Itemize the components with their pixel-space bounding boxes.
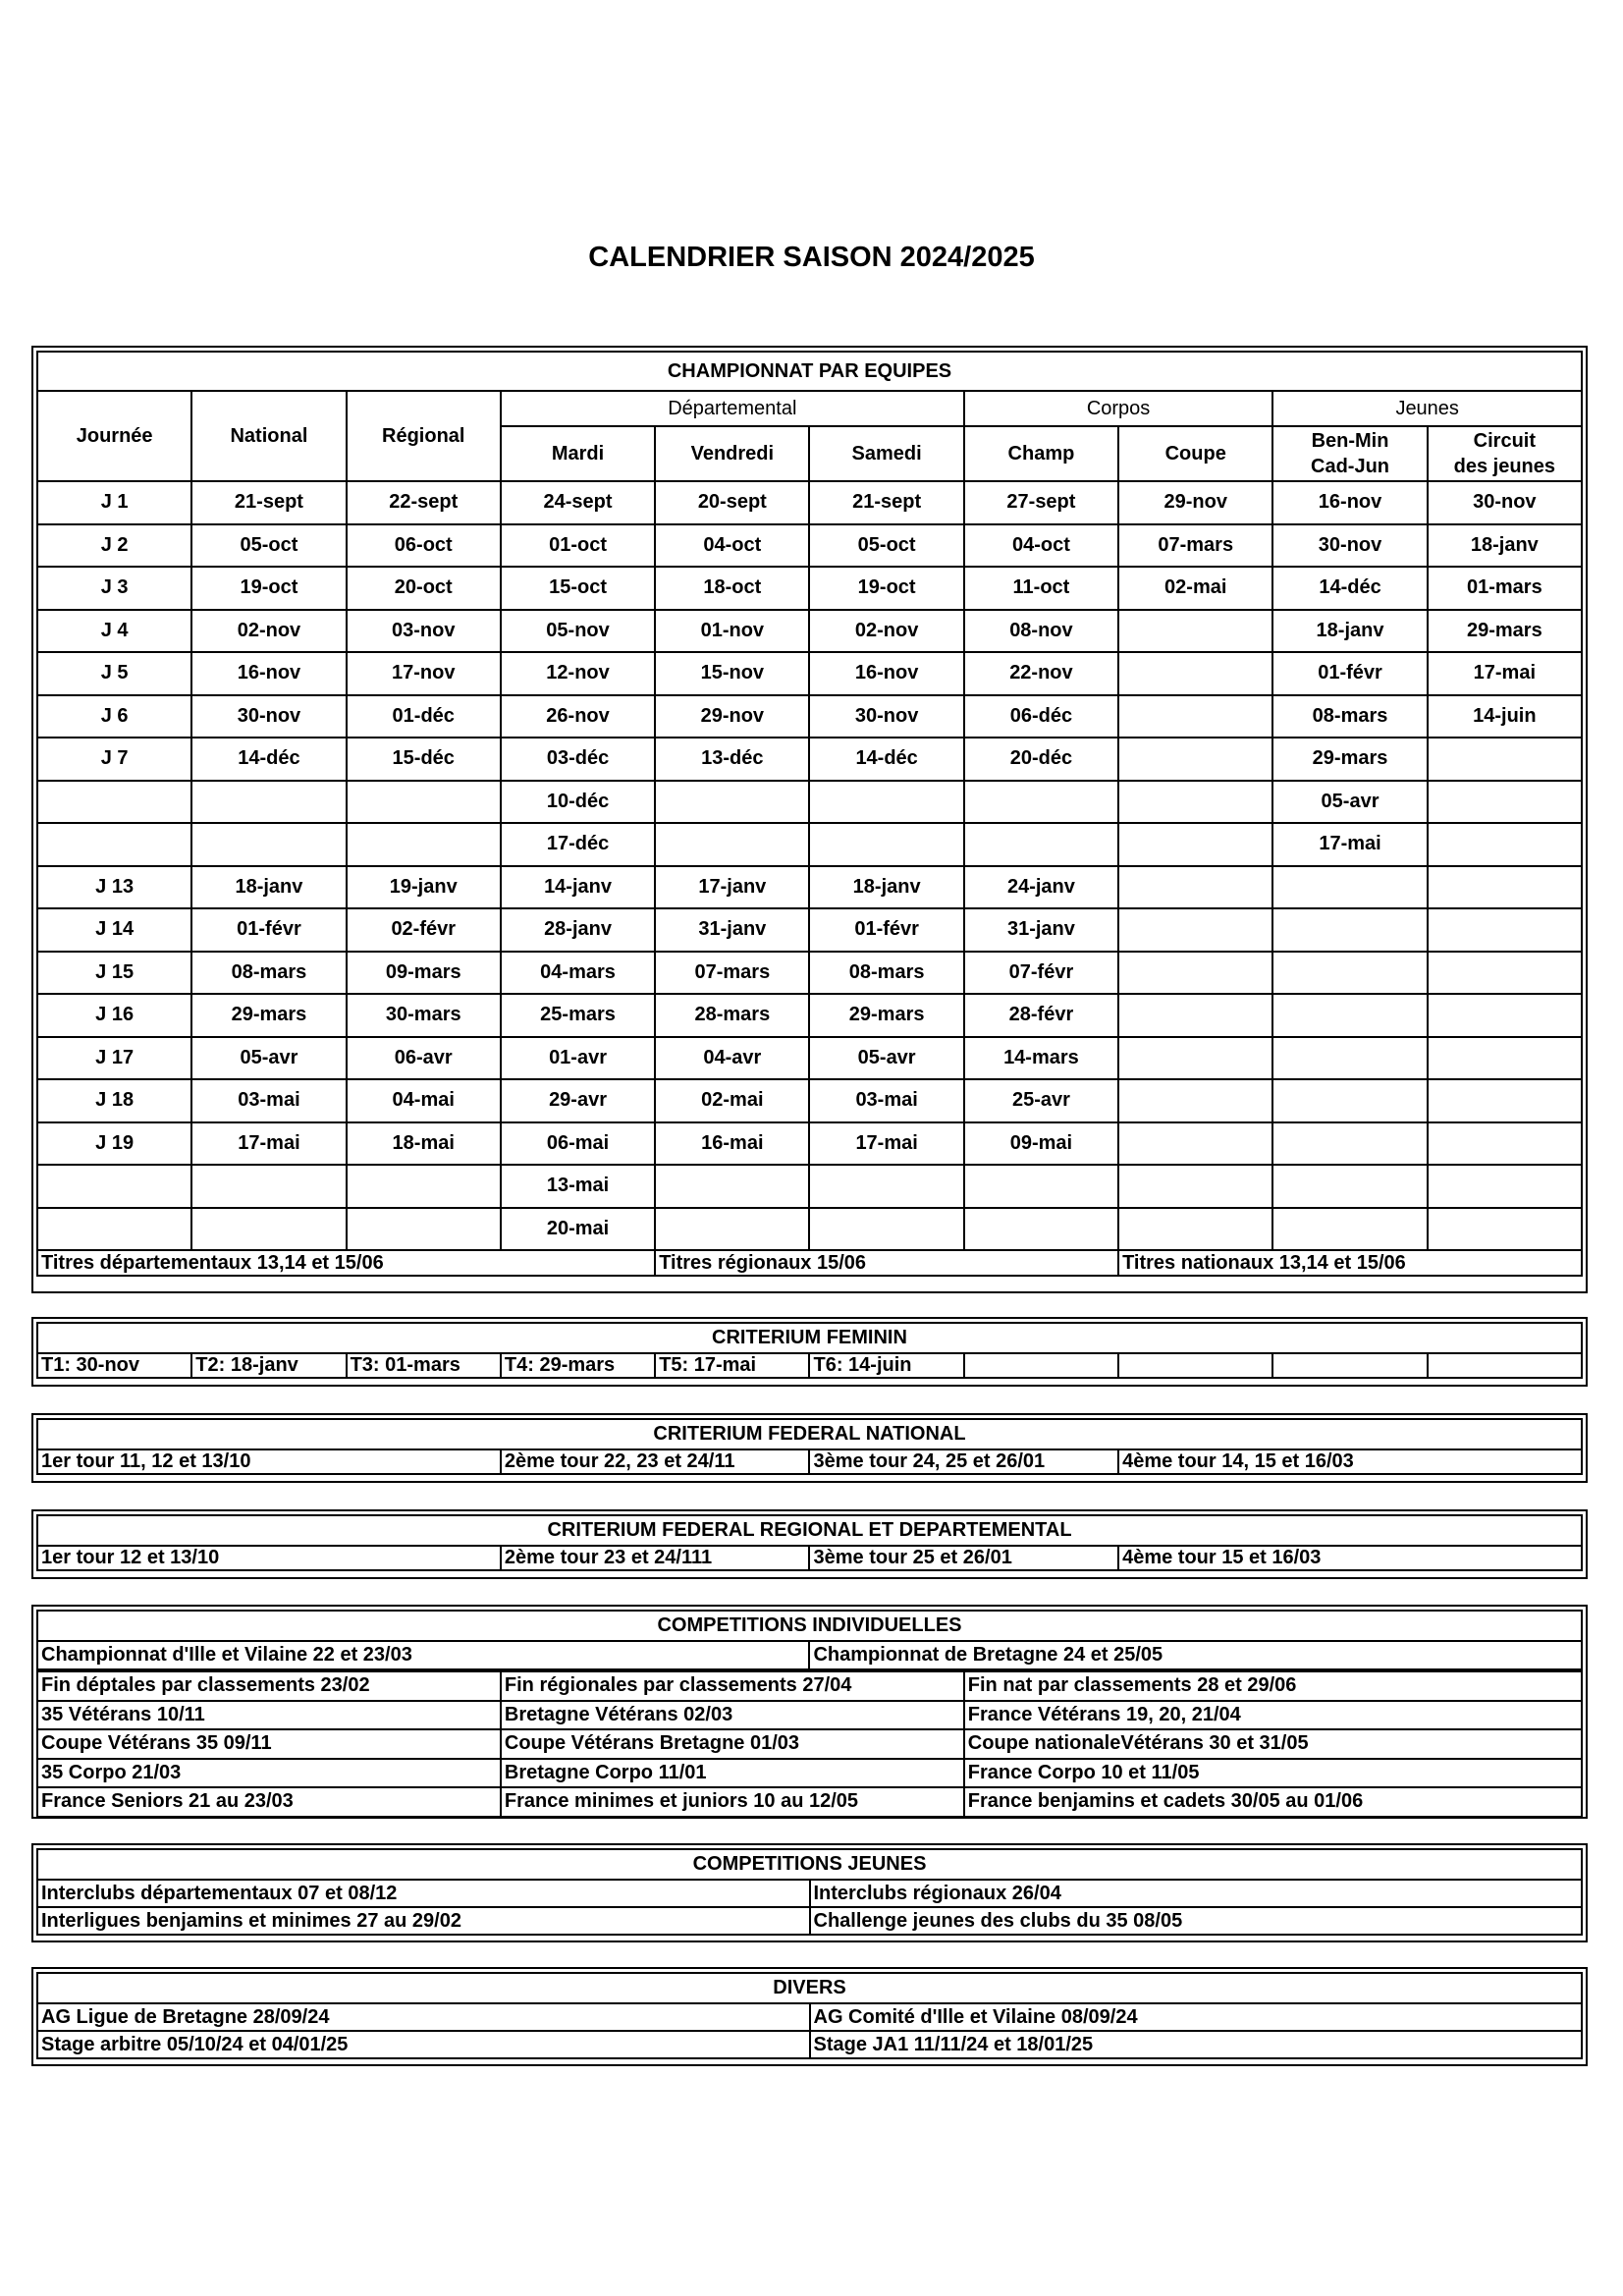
date-cell: 18-janv <box>1272 610 1427 653</box>
date-cell <box>1118 1165 1272 1208</box>
championnat-row <box>37 652 1582 695</box>
date-cell: 17-janv <box>655 866 809 909</box>
championnat-rows <box>37 481 1582 1250</box>
date-cell <box>1272 1122 1427 1166</box>
championnat-row <box>37 994 1582 1037</box>
date-cell: 01-févr <box>191 908 346 952</box>
date-cell: 30-nov <box>809 695 963 738</box>
cfrd-tour-1: 1er tour 12 et 13/10 <box>37 1546 501 1570</box>
date-cell: 29-mars <box>1272 738 1427 781</box>
header-vendredi: Vendredi <box>655 426 809 481</box>
date-cell: 30-mars <box>347 994 501 1037</box>
header-regional: Régional <box>347 391 501 481</box>
date-cell: 02-févr <box>347 908 501 952</box>
header-samedi: Samedi <box>809 426 963 481</box>
date-cell: 01-nov <box>655 610 809 653</box>
date-cell <box>347 1165 501 1208</box>
date-cell: 05-oct <box>809 524 963 568</box>
divers-cell: Stage JA1 11/11/24 et 18/01/25 <box>810 2031 1583 2058</box>
individuelles-rows <box>37 1671 1582 1817</box>
date-cell: 04-avr <box>655 1037 809 1080</box>
jeunes-cell: Interclubs départementaux 07 et 08/12 <box>37 1880 810 1907</box>
date-cell <box>1428 1122 1582 1166</box>
date-cell <box>1272 866 1427 909</box>
date-cell: 05-avr <box>809 1037 963 1080</box>
individuelles-cell: Fin régionales par classements 27/04 <box>501 1671 964 1701</box>
date-cell: 04-oct <box>964 524 1118 568</box>
individuelles-cell: Fin déptales par classements 23/02 <box>37 1671 501 1701</box>
individuelles-cell: Coupe Vétérans Bretagne 01/03 <box>501 1729 964 1759</box>
date-cell <box>1118 738 1272 781</box>
date-cell <box>1118 610 1272 653</box>
criterium-feminin-cell: T3: 01-mars <box>347 1353 501 1378</box>
date-cell: 06-oct <box>347 524 501 568</box>
journee-cell: J 17 <box>37 1037 191 1080</box>
date-cell: 20-oct <box>347 567 501 610</box>
journee-cell: J 2 <box>37 524 191 568</box>
date-cell: 19-oct <box>809 567 963 610</box>
header-champ: Champ <box>964 426 1118 481</box>
date-cell: 03-mai <box>191 1079 346 1122</box>
date-cell: 08-mars <box>809 952 963 995</box>
date-cell: 18-mai <box>347 1122 501 1166</box>
date-cell <box>1118 1122 1272 1166</box>
individuelles-title: COMPETITIONS INDIVIDUELLES <box>37 1611 1582 1641</box>
journee-cell <box>37 1208 191 1251</box>
footer-titres-regionaux: Titres régionaux 15/06 <box>655 1250 1118 1276</box>
journee-cell: J 7 <box>37 738 191 781</box>
date-cell: 27-sept <box>964 481 1118 524</box>
jeunes-title: COMPETITIONS JEUNES <box>37 1849 1582 1880</box>
date-cell <box>1428 781 1582 824</box>
championnat-section <box>31 346 1588 1293</box>
journee-cell: J 3 <box>37 567 191 610</box>
date-cell: 04-mai <box>347 1079 501 1122</box>
header-journee: Journée <box>37 391 191 481</box>
individuelles-cell: Coupe Vétérans 35 09/11 <box>37 1729 501 1759</box>
date-cell <box>809 781 963 824</box>
championnat-row <box>37 567 1582 610</box>
cfn-tour-1: 1er tour 11, 12 et 13/10 <box>37 1449 501 1474</box>
individuelles-row <box>37 1671 1582 1701</box>
date-cell: 26-nov <box>501 695 655 738</box>
date-cell: 17-nov <box>347 652 501 695</box>
journee-cell: J 13 <box>37 866 191 909</box>
date-cell: 03-déc <box>501 738 655 781</box>
individuelles-cell: 35 Vétérans 10/11 <box>37 1701 501 1730</box>
date-cell: 20-sept <box>655 481 809 524</box>
cfn-title: CRITERIUM FEDERAL NATIONAL <box>37 1419 1582 1449</box>
header-circuit: Circuit <box>1473 430 1536 452</box>
header-jeunes: Jeunes <box>1272 391 1582 426</box>
date-cell: 09-mars <box>347 952 501 995</box>
jeunes-cell: Interligues benjamins et minimes 27 au 29/02 <box>37 1907 810 1935</box>
individuelles-cell: France Corpo 10 et 11/05 <box>964 1759 1582 1788</box>
date-cell <box>1428 738 1582 781</box>
criterium-feminin-title: CRITERIUM FEMININ <box>37 1323 1582 1353</box>
journee-cell: J 5 <box>37 652 191 695</box>
cfrd-tour-3: 3ème tour 25 et 26/01 <box>809 1546 1118 1570</box>
date-cell: 02-nov <box>809 610 963 653</box>
date-cell: 29-avr <box>501 1079 655 1122</box>
date-cell: 10-déc <box>501 781 655 824</box>
date-cell: 05-avr <box>191 1037 346 1080</box>
journee-cell: J 19 <box>37 1122 191 1166</box>
date-cell: 05-oct <box>191 524 346 568</box>
date-cell <box>1272 1079 1427 1122</box>
date-cell: 29-mars <box>1428 610 1582 653</box>
date-cell <box>1428 908 1582 952</box>
date-cell <box>191 1165 346 1208</box>
date-cell: 08-mars <box>191 952 346 995</box>
date-cell: 11-oct <box>964 567 1118 610</box>
date-cell <box>1272 1208 1427 1251</box>
date-cell: 24-sept <box>501 481 655 524</box>
date-cell: 18-oct <box>655 567 809 610</box>
individuelles-cell: Championnat de Bretagne 24 et 25/05 <box>809 1641 1582 1669</box>
championnat-row <box>37 1079 1582 1122</box>
individuelles-cell: France benjamins et cadets 30/05 au 01/06 <box>964 1787 1582 1817</box>
cfrd-title: CRITERIUM FEDERAL REGIONAL ET DEPARTEMENTAL <box>37 1515 1582 1546</box>
date-cell: 30-nov <box>1272 524 1427 568</box>
date-cell: 12-nov <box>501 652 655 695</box>
journee-cell: J 16 <box>37 994 191 1037</box>
date-cell: 02-mai <box>1118 567 1272 610</box>
date-cell <box>964 1165 1118 1208</box>
individuelles-cell: 35 Corpo 21/03 <box>37 1759 501 1788</box>
journee-cell <box>37 823 191 866</box>
journee-cell: J 6 <box>37 695 191 738</box>
cfn-tour-2: 2ème tour 22, 23 et 24/11 <box>501 1449 810 1474</box>
criterium-feminin-section <box>31 1317 1588 1387</box>
date-cell: 06-mai <box>501 1122 655 1166</box>
header-corpos: Corpos <box>964 391 1273 426</box>
date-cell: 01-mars <box>1428 567 1582 610</box>
individuelles-cell: France minimes et juniors 10 au 12/05 <box>501 1787 964 1817</box>
championnat-footer <box>37 1250 1582 1276</box>
date-cell: 31-janv <box>655 908 809 952</box>
date-cell: 30-nov <box>191 695 346 738</box>
championnat-row <box>37 738 1582 781</box>
date-cell <box>1428 823 1582 866</box>
individuelles-cell: Bretagne Corpo 11/01 <box>501 1759 964 1788</box>
date-cell: 29-nov <box>1118 481 1272 524</box>
individuelles-row <box>37 1759 1582 1788</box>
criterium-feminin-cell: T5: 17-mai <box>655 1353 809 1378</box>
date-cell <box>809 1208 963 1251</box>
date-cell: 24-janv <box>964 866 1118 909</box>
date-cell: 21-sept <box>191 481 346 524</box>
date-cell: 14-déc <box>809 738 963 781</box>
header-ben-min: Ben-Min <box>1311 430 1389 452</box>
date-cell: 15-déc <box>347 738 501 781</box>
date-cell: 01-févr <box>1272 652 1427 695</box>
date-cell: 07-févr <box>964 952 1118 995</box>
date-cell <box>655 1165 809 1208</box>
date-cell <box>1118 866 1272 909</box>
date-cell: 17-déc <box>501 823 655 866</box>
date-cell: 17-mai <box>1428 652 1582 695</box>
date-cell: 18-janv <box>191 866 346 909</box>
date-cell: 14-juin <box>1428 695 1582 738</box>
date-cell <box>191 781 346 824</box>
date-cell <box>964 823 1118 866</box>
date-cell <box>1118 1079 1272 1122</box>
individuelles-section <box>31 1605 1588 1819</box>
divers-section <box>31 1967 1588 2066</box>
date-cell: 14-déc <box>191 738 346 781</box>
individuelles-cell: Championnat d'Ille et Vilaine 22 et 23/03 <box>37 1641 809 1669</box>
date-cell: 17-mai <box>191 1122 346 1166</box>
journee-cell: J 14 <box>37 908 191 952</box>
date-cell <box>1118 652 1272 695</box>
criterium-feminin-cell <box>964 1353 1118 1378</box>
championnat-row <box>37 866 1582 909</box>
date-cell: 15-oct <box>501 567 655 610</box>
date-cell <box>655 781 809 824</box>
date-cell: 13-déc <box>655 738 809 781</box>
date-cell <box>1428 952 1582 995</box>
date-cell <box>1428 1165 1582 1208</box>
date-cell: 06-déc <box>964 695 1118 738</box>
divers-cell: AG Comité d'Ille et Vilaine 08/09/24 <box>810 2003 1583 2031</box>
date-cell <box>347 781 501 824</box>
date-cell: 16-mai <box>655 1122 809 1166</box>
header-cad-jun: Cad-Jun <box>1311 456 1390 477</box>
date-cell: 07-mars <box>1118 524 1272 568</box>
date-cell: 19-oct <box>191 567 346 610</box>
footer-titres-departementaux: Titres départementaux 13,14 et 15/06 <box>37 1250 655 1276</box>
date-cell: 19-janv <box>347 866 501 909</box>
journee-cell <box>37 781 191 824</box>
championnat-row <box>37 1208 1582 1251</box>
championnat-row <box>37 952 1582 995</box>
date-cell: 01-févr <box>809 908 963 952</box>
date-cell: 08-mars <box>1272 695 1427 738</box>
date-cell <box>1272 994 1427 1037</box>
cfn-tour-3: 3ème tour 24, 25 et 26/01 <box>809 1449 1118 1474</box>
header-mardi: Mardi <box>501 426 655 481</box>
journee-cell: J 1 <box>37 481 191 524</box>
date-cell <box>1118 695 1272 738</box>
date-cell: 09-mai <box>964 1122 1118 1166</box>
cfrd-section <box>31 1509 1588 1579</box>
individuelles-cell: Fin nat par classements 28 et 29/06 <box>964 1671 1582 1701</box>
header-national: National <box>191 391 346 481</box>
header-ben-min-cad-jun <box>1272 426 1427 481</box>
date-cell <box>1272 1037 1427 1080</box>
page-title: CALENDRIER SAISON 2024/2025 <box>588 242 1035 273</box>
date-cell: 21-sept <box>809 481 963 524</box>
date-cell <box>1428 1079 1582 1122</box>
date-cell: 13-mai <box>501 1165 655 1208</box>
date-cell <box>1272 1165 1427 1208</box>
date-cell <box>1118 994 1272 1037</box>
date-cell: 28-janv <box>501 908 655 952</box>
date-cell: 22-sept <box>347 481 501 524</box>
championnat-row <box>37 781 1582 824</box>
championnat-row <box>37 1037 1582 1080</box>
date-cell <box>1428 866 1582 909</box>
date-cell: 05-avr <box>1272 781 1427 824</box>
date-cell: 01-oct <box>501 524 655 568</box>
date-cell: 16-nov <box>1272 481 1427 524</box>
header-departemental: Départemental <box>501 391 964 426</box>
journee-cell: J 15 <box>37 952 191 995</box>
date-cell <box>1118 1208 1272 1251</box>
date-cell: 28-févr <box>964 994 1118 1037</box>
date-cell <box>964 1208 1118 1251</box>
journee-cell: J 4 <box>37 610 191 653</box>
date-cell: 07-mars <box>655 952 809 995</box>
journee-cell <box>37 1165 191 1208</box>
jeunes-section <box>31 1843 1588 1942</box>
divers-title: DIVERS <box>37 1973 1582 2003</box>
date-cell <box>1118 781 1272 824</box>
date-cell <box>809 823 963 866</box>
date-cell <box>809 1165 963 1208</box>
championnat-row <box>37 524 1582 568</box>
championnat-title: CHAMPIONNAT PAR EQUIPES <box>37 352 1582 391</box>
individuelles-cell: France Vétérans 19, 20, 21/04 <box>964 1701 1582 1730</box>
criterium-feminin-cell: T1: 30-nov <box>37 1353 191 1378</box>
date-cell: 06-avr <box>347 1037 501 1080</box>
date-cell <box>347 1208 501 1251</box>
header-coupe: Coupe <box>1118 426 1272 481</box>
date-cell: 25-mars <box>501 994 655 1037</box>
date-cell <box>1118 1037 1272 1080</box>
championnat-row <box>37 1165 1582 1208</box>
date-cell: 22-nov <box>964 652 1118 695</box>
date-cell <box>1272 908 1427 952</box>
date-cell: 16-nov <box>809 652 963 695</box>
divers-cell: AG Ligue de Bretagne 28/09/24 <box>37 2003 810 2031</box>
criterium-feminin-cell <box>1428 1353 1582 1378</box>
championnat-row <box>37 823 1582 866</box>
championnat-row <box>37 481 1582 524</box>
date-cell: 05-nov <box>501 610 655 653</box>
date-cell: 18-janv <box>809 866 963 909</box>
date-cell: 15-nov <box>655 652 809 695</box>
date-cell: 01-déc <box>347 695 501 738</box>
individuelles-cell: Bretagne Vétérans 02/03 <box>501 1701 964 1730</box>
date-cell: 20-mai <box>501 1208 655 1251</box>
date-cell <box>655 823 809 866</box>
jeunes-cell: Interclubs régionaux 26/04 <box>810 1880 1583 1907</box>
date-cell: 17-mai <box>1272 823 1427 866</box>
date-cell: 29-nov <box>655 695 809 738</box>
date-cell: 20-déc <box>964 738 1118 781</box>
date-cell: 29-mars <box>809 994 963 1037</box>
date-cell: 29-mars <box>191 994 346 1037</box>
date-cell <box>1428 1037 1582 1080</box>
criterium-feminin-cell <box>1272 1353 1427 1378</box>
individuelles-row <box>37 1787 1582 1817</box>
championnat-row <box>37 908 1582 952</box>
individuelles-row <box>37 1729 1582 1759</box>
date-cell <box>964 781 1118 824</box>
date-cell: 03-mai <box>809 1079 963 1122</box>
criterium-feminin-cell: T2: 18-janv <box>191 1353 346 1378</box>
date-cell: 31-janv <box>964 908 1118 952</box>
jeunes-cell: Challenge jeunes des clubs du 35 08/05 <box>810 1907 1583 1935</box>
individuelles-cell: Coupe nationaleVétérans 30 et 31/05 <box>964 1729 1582 1759</box>
criterium-feminin-cell: T6: 14-juin <box>809 1353 963 1378</box>
date-cell <box>1428 1208 1582 1251</box>
date-cell: 08-nov <box>964 610 1118 653</box>
individuelles-row <box>37 1701 1582 1730</box>
date-cell <box>347 823 501 866</box>
cfn-tour-4: 4ème tour 14, 15 et 16/03 <box>1118 1449 1582 1474</box>
date-cell: 25-avr <box>964 1079 1118 1122</box>
cfn-section <box>31 1413 1588 1483</box>
date-cell <box>1118 952 1272 995</box>
date-cell: 17-mai <box>809 1122 963 1166</box>
date-cell <box>1272 952 1427 995</box>
criterium-feminin-cell: T4: 29-mars <box>501 1353 655 1378</box>
individuelles-cell: France Seniors 21 au 23/03 <box>37 1787 501 1817</box>
date-cell: 02-nov <box>191 610 346 653</box>
date-cell: 04-oct <box>655 524 809 568</box>
championnat-row <box>37 695 1582 738</box>
cfrd-tour-2: 2ème tour 23 et 24/111 <box>501 1546 810 1570</box>
date-cell <box>191 823 346 866</box>
cfrd-tour-4: 4ème tour 15 et 16/03 <box>1118 1546 1582 1570</box>
date-cell: 30-nov <box>1428 481 1582 524</box>
date-cell: 02-mai <box>655 1079 809 1122</box>
date-cell <box>191 1208 346 1251</box>
date-cell <box>1428 994 1582 1037</box>
journee-cell: J 18 <box>37 1079 191 1122</box>
date-cell: 01-avr <box>501 1037 655 1080</box>
date-cell: 04-mars <box>501 952 655 995</box>
date-cell: 14-déc <box>1272 567 1427 610</box>
header-des-jeunes: des jeunes <box>1453 456 1556 477</box>
date-cell: 14-janv <box>501 866 655 909</box>
date-cell: 03-nov <box>347 610 501 653</box>
championnat-row <box>37 1122 1582 1166</box>
championnat-row <box>37 610 1582 653</box>
date-cell: 14-mars <box>964 1037 1118 1080</box>
date-cell <box>655 1208 809 1251</box>
criterium-feminin-cell <box>1118 1353 1272 1378</box>
date-cell <box>1118 823 1272 866</box>
footer-titres-nationaux: Titres nationaux 13,14 et 15/06 <box>1118 1250 1582 1276</box>
header-circuit-jeunes <box>1428 426 1582 481</box>
date-cell: 18-janv <box>1428 524 1582 568</box>
date-cell: 16-nov <box>191 652 346 695</box>
date-cell: 28-mars <box>655 994 809 1037</box>
date-cell <box>1118 908 1272 952</box>
divers-cell: Stage arbitre 05/10/24 et 04/01/25 <box>37 2031 810 2058</box>
